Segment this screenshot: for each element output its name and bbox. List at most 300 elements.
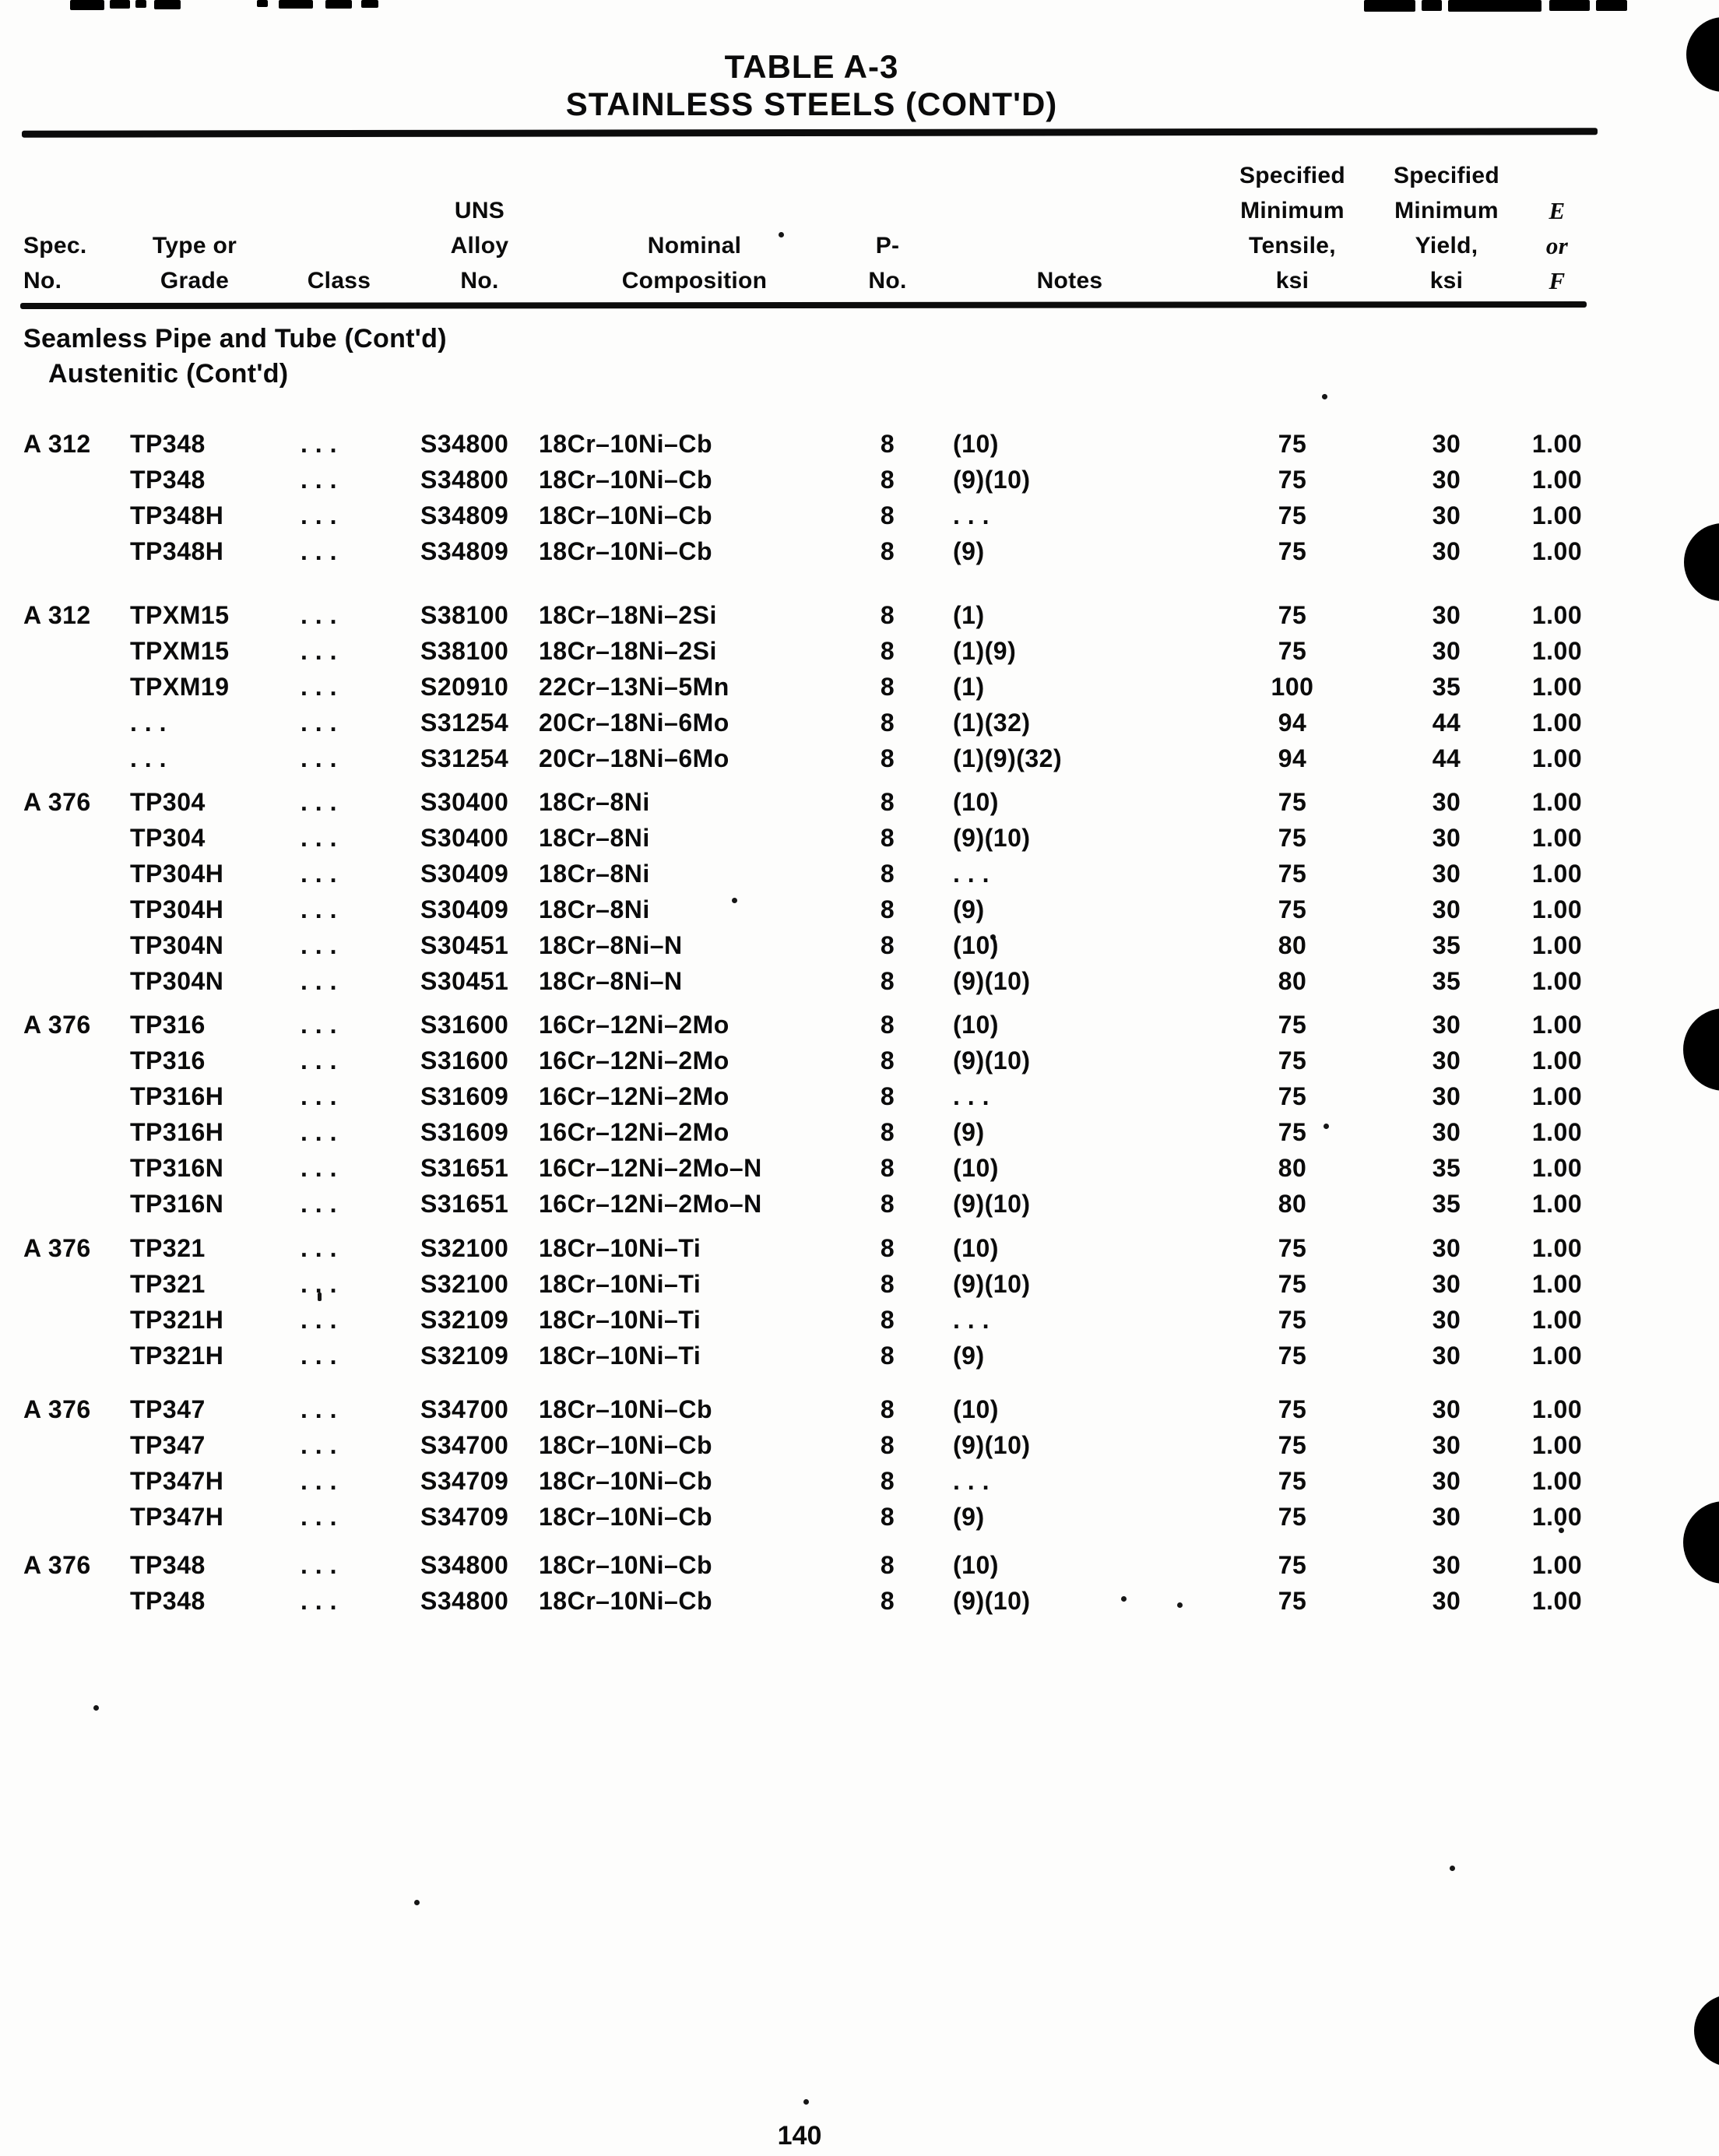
cell-type-grade: TP348H bbox=[130, 501, 224, 529]
cell-min-tensile: 75 bbox=[1278, 501, 1307, 529]
cell-p-no: 8 bbox=[880, 466, 895, 494]
cell-spec-no: A 376 bbox=[23, 1234, 91, 1262]
cell-uns-alloy-no: S31254 bbox=[420, 709, 509, 737]
cell-notes: (10) bbox=[953, 788, 999, 816]
cell-min-yield: 30 bbox=[1432, 637, 1461, 665]
cell-composition: 18Cr–8Ni–N bbox=[539, 931, 683, 959]
scan-noise bbox=[803, 2099, 809, 2105]
header-line: Spec. bbox=[23, 233, 87, 259]
cell-uns-alloy-no: S30409 bbox=[420, 860, 509, 888]
table-group bbox=[0, 1011, 1719, 1226]
cell-uns-alloy-no: S20910 bbox=[420, 673, 509, 701]
table-title-line2: STAINLESS STEELS (CONT'D) bbox=[565, 86, 1058, 122]
cell-p-no: 8 bbox=[880, 537, 895, 565]
cell-e-or-f: 1.00 bbox=[1531, 637, 1583, 665]
table-row bbox=[0, 1154, 1719, 1190]
cell-composition: 20Cr–18Ni–6Mo bbox=[539, 709, 729, 737]
cell-composition: 18Cr–18Ni–2Si bbox=[539, 637, 717, 665]
cell-e-or-f: 1.00 bbox=[1531, 537, 1583, 565]
cell-p-no: 8 bbox=[880, 709, 895, 737]
column-header-class bbox=[294, 263, 384, 298]
cell-type-grade: TP348H bbox=[130, 537, 224, 565]
cell-p-no: 8 bbox=[880, 601, 895, 629]
table-row bbox=[0, 430, 1719, 466]
cell-p-no: 8 bbox=[880, 788, 895, 816]
cell-composition: 18Cr–10Ni–Cb bbox=[539, 537, 712, 565]
cell-composition: 18Cr–8Ni bbox=[539, 895, 650, 923]
cell-type-grade: TP347 bbox=[130, 1431, 206, 1459]
cell-class: . . . bbox=[301, 1046, 337, 1074]
table-row bbox=[0, 1270, 1719, 1306]
cell-notes: (9)(10) bbox=[953, 1431, 1031, 1459]
cell-e-or-f: 1.00 bbox=[1531, 1431, 1583, 1459]
table-row bbox=[0, 709, 1719, 744]
cell-min-yield: 30 bbox=[1432, 501, 1461, 529]
table-row bbox=[0, 637, 1719, 673]
cell-min-tensile: 75 bbox=[1278, 1046, 1307, 1074]
cell-min-tensile: 75 bbox=[1278, 1587, 1307, 1615]
cell-uns-alloy-no: S34700 bbox=[420, 1431, 509, 1459]
cell-notes: (9) bbox=[953, 537, 985, 565]
cell-e-or-f: 1.00 bbox=[1531, 1190, 1583, 1218]
cell-class: . . . bbox=[301, 1503, 337, 1531]
cell-uns-alloy-no: S34800 bbox=[420, 430, 509, 458]
cell-e-or-f: 1.00 bbox=[1531, 501, 1583, 529]
cell-class: . . . bbox=[301, 860, 337, 888]
cell-min-yield: 30 bbox=[1432, 601, 1461, 629]
cell-class: . . . bbox=[301, 537, 337, 565]
cell-type-grade: TP316N bbox=[130, 1190, 224, 1218]
cell-type-grade: TP347 bbox=[130, 1395, 206, 1423]
cell-min-tensile: 75 bbox=[1278, 1503, 1307, 1531]
cell-p-no: 8 bbox=[880, 1503, 895, 1531]
cell-class: . . . bbox=[301, 466, 337, 494]
cell-notes: (1)(9)(32) bbox=[953, 744, 1063, 772]
header-line: Type or bbox=[152, 233, 237, 259]
cell-type-grade: . . . bbox=[130, 709, 167, 737]
cell-min-tensile: 100 bbox=[1271, 673, 1314, 701]
cell-min-yield: 35 bbox=[1432, 673, 1461, 701]
cell-notes: (10) bbox=[953, 1234, 999, 1262]
scan-noise bbox=[414, 1900, 420, 1905]
cell-min-tensile: 75 bbox=[1278, 1306, 1307, 1334]
cell-p-no: 8 bbox=[880, 637, 895, 665]
cell-notes: . . . bbox=[953, 860, 990, 888]
cell-uns-alloy-no: S30400 bbox=[420, 788, 509, 816]
table-group bbox=[0, 1234, 1719, 1377]
cell-notes: (10) bbox=[953, 1011, 999, 1039]
cell-min-tensile: 75 bbox=[1278, 895, 1307, 923]
cell-e-or-f: 1.00 bbox=[1531, 1234, 1583, 1262]
cell-composition: 18Cr–10Ni–Ti bbox=[539, 1306, 701, 1334]
column-header-type-grade bbox=[117, 228, 272, 298]
cell-e-or-f: 1.00 bbox=[1531, 788, 1583, 816]
cell-composition: 18Cr–8Ni bbox=[539, 824, 650, 852]
cell-p-no: 8 bbox=[880, 824, 895, 852]
scan-noise bbox=[1450, 1866, 1455, 1871]
horizontal-rule-header bbox=[20, 301, 1587, 309]
cell-p-no: 8 bbox=[880, 860, 895, 888]
cell-min-tensile: 75 bbox=[1278, 1395, 1307, 1423]
cell-min-yield: 44 bbox=[1432, 709, 1461, 737]
cell-min-tensile: 75 bbox=[1278, 1431, 1307, 1459]
cell-min-yield: 30 bbox=[1432, 1342, 1461, 1370]
cell-composition: 16Cr–12Ni–2Mo–N bbox=[539, 1190, 762, 1218]
column-header-nominal-composition bbox=[539, 228, 850, 298]
cell-min-yield: 35 bbox=[1432, 1190, 1461, 1218]
cell-type-grade: . . . bbox=[130, 744, 167, 772]
cell-e-or-f: 1.00 bbox=[1531, 967, 1583, 995]
cell-min-yield: 30 bbox=[1432, 1011, 1461, 1039]
cell-composition: 18Cr–10Ni–Cb bbox=[539, 430, 712, 458]
table-group bbox=[0, 1395, 1719, 1539]
cell-min-yield: 30 bbox=[1432, 1395, 1461, 1423]
cell-class: . . . bbox=[301, 501, 337, 529]
cell-min-tensile: 75 bbox=[1278, 1551, 1307, 1579]
cell-notes: (10) bbox=[953, 1395, 999, 1423]
scan-noise bbox=[1322, 394, 1327, 399]
cell-min-tensile: 75 bbox=[1278, 788, 1307, 816]
cell-class: . . . bbox=[301, 1234, 337, 1262]
table-row bbox=[0, 1082, 1719, 1118]
table-title bbox=[0, 48, 1623, 123]
cell-type-grade: TP304H bbox=[130, 860, 224, 888]
cell-min-yield: 35 bbox=[1432, 1154, 1461, 1182]
table-row bbox=[0, 824, 1719, 860]
cell-min-tensile: 75 bbox=[1278, 1234, 1307, 1262]
cell-composition: 18Cr–10Ni–Ti bbox=[539, 1270, 701, 1298]
cell-e-or-f: 1.00 bbox=[1531, 931, 1583, 959]
cell-uns-alloy-no: S31254 bbox=[420, 744, 509, 772]
cell-e-or-f: 1.00 bbox=[1531, 1551, 1583, 1579]
table-row bbox=[0, 1467, 1719, 1503]
cell-uns-alloy-no: S34800 bbox=[420, 1587, 509, 1615]
horizontal-rule-top bbox=[22, 128, 1598, 138]
header-line: No. bbox=[868, 268, 907, 294]
table-group bbox=[0, 430, 1719, 573]
cell-min-yield: 30 bbox=[1432, 1270, 1461, 1298]
cell-p-no: 8 bbox=[880, 1467, 895, 1495]
cell-uns-alloy-no: S34700 bbox=[420, 1395, 509, 1423]
cell-uns-alloy-no: S31609 bbox=[420, 1082, 509, 1110]
cell-spec-no: A 376 bbox=[23, 788, 91, 816]
cell-class: . . . bbox=[301, 967, 337, 995]
cell-notes: (9) bbox=[953, 1342, 985, 1370]
cell-uns-alloy-no: S34809 bbox=[420, 501, 509, 529]
cell-e-or-f: 1.00 bbox=[1531, 860, 1583, 888]
cell-type-grade: TP321 bbox=[130, 1270, 206, 1298]
cell-p-no: 8 bbox=[880, 1342, 895, 1370]
cell-spec-no: A 312 bbox=[23, 601, 91, 629]
cell-composition: 18Cr–18Ni–2Si bbox=[539, 601, 717, 629]
cell-class: . . . bbox=[301, 430, 337, 458]
table-row bbox=[0, 1234, 1719, 1270]
cell-min-tensile: 75 bbox=[1278, 860, 1307, 888]
table-title-line1: TABLE A-3 bbox=[724, 48, 899, 85]
cell-uns-alloy-no: S34809 bbox=[420, 537, 509, 565]
table-row bbox=[0, 967, 1719, 1003]
cell-min-tensile: 75 bbox=[1278, 537, 1307, 565]
cell-p-no: 8 bbox=[880, 1118, 895, 1146]
cell-type-grade: TP316 bbox=[130, 1011, 206, 1039]
cell-e-or-f: 1.00 bbox=[1531, 895, 1583, 923]
table-row bbox=[0, 601, 1719, 637]
cell-notes: (9)(10) bbox=[953, 1190, 1031, 1218]
cell-composition: 18Cr–10Ni–Ti bbox=[539, 1342, 701, 1370]
cell-class: . . . bbox=[301, 709, 337, 737]
cell-composition: 16Cr–12Ni–2Mo bbox=[539, 1082, 729, 1110]
cell-min-tensile: 75 bbox=[1278, 1118, 1307, 1146]
cell-notes: . . . bbox=[953, 501, 990, 529]
cell-p-no: 8 bbox=[880, 501, 895, 529]
cell-type-grade: TP348 bbox=[130, 466, 206, 494]
cell-e-or-f: 1.00 bbox=[1531, 1154, 1583, 1182]
cell-uns-alloy-no: S34800 bbox=[420, 466, 509, 494]
cell-e-or-f: 1.00 bbox=[1531, 1306, 1583, 1334]
cell-spec-no: A 312 bbox=[23, 430, 91, 458]
table-row bbox=[0, 788, 1719, 824]
cell-p-no: 8 bbox=[880, 967, 895, 995]
cell-type-grade: TPXM15 bbox=[130, 637, 230, 665]
table-row bbox=[0, 673, 1719, 709]
cell-composition: 18Cr–8Ni bbox=[539, 788, 650, 816]
cell-type-grade: TP316H bbox=[130, 1118, 224, 1146]
cell-composition: 18Cr–10Ni–Cb bbox=[539, 501, 712, 529]
cell-class: . . . bbox=[301, 824, 337, 852]
cell-type-grade: TP348 bbox=[130, 1551, 206, 1579]
cell-spec-no: A 376 bbox=[23, 1011, 91, 1039]
cell-type-grade: TP304N bbox=[130, 967, 224, 995]
cell-notes: (10) bbox=[953, 1551, 999, 1579]
cell-min-yield: 30 bbox=[1432, 430, 1461, 458]
column-header-notes bbox=[953, 263, 1186, 298]
cell-class: . . . bbox=[301, 1467, 337, 1495]
page-number: 140 bbox=[777, 2121, 822, 2151]
cell-uns-alloy-no: S32109 bbox=[420, 1306, 509, 1334]
cell-class: . . . bbox=[301, 1118, 337, 1146]
cell-min-tensile: 80 bbox=[1278, 1190, 1307, 1218]
cell-class: . . . bbox=[301, 1551, 337, 1579]
cell-composition: 22Cr–13Ni–5Mn bbox=[539, 673, 729, 701]
cell-min-yield: 30 bbox=[1432, 788, 1461, 816]
cell-min-yield: 35 bbox=[1432, 931, 1461, 959]
header-line: F bbox=[1549, 267, 1566, 294]
cell-class: . . . bbox=[301, 601, 337, 629]
header-line: Tensile, bbox=[1249, 233, 1336, 259]
cell-type-grade: TP304H bbox=[130, 895, 224, 923]
cell-notes: (9)(10) bbox=[953, 1587, 1031, 1615]
cell-class: . . . bbox=[301, 1342, 337, 1370]
cell-p-no: 8 bbox=[880, 744, 895, 772]
cell-class: . . . bbox=[301, 673, 337, 701]
cell-min-yield: 30 bbox=[1432, 1046, 1461, 1074]
table-row bbox=[0, 537, 1719, 573]
cell-e-or-f: 1.00 bbox=[1531, 1587, 1583, 1615]
cell-min-tensile: 75 bbox=[1278, 1467, 1307, 1495]
cell-p-no: 8 bbox=[880, 895, 895, 923]
cell-min-tensile: 80 bbox=[1278, 967, 1307, 995]
cell-type-grade: TP321 bbox=[130, 1234, 206, 1262]
cell-notes: . . . bbox=[953, 1082, 990, 1110]
cell-composition: 20Cr–18Ni–6Mo bbox=[539, 744, 729, 772]
cell-uns-alloy-no: S31609 bbox=[420, 1118, 509, 1146]
header-line: No. bbox=[23, 268, 62, 294]
table-row bbox=[0, 1395, 1719, 1431]
cell-p-no: 8 bbox=[880, 1431, 895, 1459]
cell-e-or-f: 1.00 bbox=[1531, 673, 1583, 701]
table-row bbox=[0, 501, 1719, 537]
cell-class: . . . bbox=[301, 1190, 337, 1218]
cell-notes: (9)(10) bbox=[953, 967, 1031, 995]
cell-p-no: 8 bbox=[880, 1234, 895, 1262]
cell-p-no: 8 bbox=[880, 1082, 895, 1110]
cell-p-no: 8 bbox=[880, 1395, 895, 1423]
cell-e-or-f: 1.00 bbox=[1531, 1046, 1583, 1074]
cell-e-or-f: 1.00 bbox=[1531, 1342, 1583, 1370]
header-line: Grade bbox=[160, 268, 230, 294]
header-line: ksi bbox=[1429, 268, 1464, 294]
cell-uns-alloy-no: S34709 bbox=[420, 1503, 509, 1531]
cell-uns-alloy-no: S34709 bbox=[420, 1467, 509, 1495]
table-group bbox=[0, 788, 1719, 1003]
cell-min-tensile: 75 bbox=[1278, 430, 1307, 458]
cell-p-no: 8 bbox=[880, 1154, 895, 1182]
cell-type-grade: TP304 bbox=[130, 788, 206, 816]
cell-min-yield: 30 bbox=[1432, 860, 1461, 888]
cell-min-yield: 30 bbox=[1432, 1082, 1461, 1110]
cell-notes: (1) bbox=[953, 601, 985, 629]
table-row bbox=[0, 1587, 1719, 1623]
cell-uns-alloy-no: S30451 bbox=[420, 931, 509, 959]
cell-type-grade: TP316 bbox=[130, 1046, 206, 1074]
cell-notes: (9)(10) bbox=[953, 466, 1031, 494]
cell-composition: 16Cr–12Ni–2Mo bbox=[539, 1046, 729, 1074]
cell-min-yield: 30 bbox=[1432, 1118, 1461, 1146]
punch-hole-artifact bbox=[1694, 1995, 1719, 2066]
cell-uns-alloy-no: S30400 bbox=[420, 824, 509, 852]
cell-p-no: 8 bbox=[880, 1551, 895, 1579]
cell-min-yield: 30 bbox=[1432, 1551, 1461, 1579]
cell-uns-alloy-no: S30409 bbox=[420, 895, 509, 923]
cell-min-tensile: 75 bbox=[1278, 601, 1307, 629]
cell-e-or-f: 1.00 bbox=[1531, 824, 1583, 852]
cell-composition: 18Cr–8Ni–N bbox=[539, 967, 683, 995]
cell-type-grade: TPXM15 bbox=[130, 601, 230, 629]
cell-composition: 18Cr–10Ni–Cb bbox=[539, 1503, 712, 1531]
cell-e-or-f: 1.00 bbox=[1531, 601, 1583, 629]
header-line: ksi bbox=[1275, 268, 1309, 294]
cell-min-tensile: 75 bbox=[1278, 1082, 1307, 1110]
section-heading: Seamless Pipe and Tube (Cont'd) bbox=[23, 324, 447, 353]
cell-composition: 18Cr–10Ni–Cb bbox=[539, 1551, 712, 1579]
cell-uns-alloy-no: S34800 bbox=[420, 1551, 509, 1579]
cell-e-or-f: 1.00 bbox=[1531, 430, 1583, 458]
cell-min-yield: 44 bbox=[1432, 744, 1461, 772]
cell-min-yield: 30 bbox=[1432, 1587, 1461, 1615]
cell-min-yield: 30 bbox=[1432, 537, 1461, 565]
cell-notes: (10) bbox=[953, 931, 999, 959]
cell-notes: (9)(10) bbox=[953, 824, 1031, 852]
table-row bbox=[0, 1431, 1719, 1467]
table-row bbox=[0, 1046, 1719, 1082]
cell-notes: (9)(10) bbox=[953, 1270, 1031, 1298]
cell-min-tensile: 80 bbox=[1278, 1154, 1307, 1182]
cell-notes: (10) bbox=[953, 430, 999, 458]
cell-composition: 16Cr–12Ni–2Mo bbox=[539, 1011, 729, 1039]
header-line: or bbox=[1545, 232, 1569, 259]
header-line: UNS bbox=[454, 198, 505, 223]
cell-composition: 18Cr–10Ni–Cb bbox=[539, 1467, 712, 1495]
cell-uns-alloy-no: S31600 bbox=[420, 1046, 509, 1074]
cell-uns-alloy-no: S38100 bbox=[420, 601, 509, 629]
cell-composition: 18Cr–8Ni bbox=[539, 860, 650, 888]
cell-notes: (9)(10) bbox=[953, 1046, 1031, 1074]
cell-min-tensile: 80 bbox=[1278, 931, 1307, 959]
cell-e-or-f: 1.00 bbox=[1531, 466, 1583, 494]
header-line: Nominal bbox=[647, 233, 742, 259]
header-line: P- bbox=[875, 233, 900, 259]
cell-type-grade: TP347H bbox=[130, 1467, 224, 1495]
cell-p-no: 8 bbox=[880, 1190, 895, 1218]
cell-class: . . . bbox=[301, 1431, 337, 1459]
header-line: Notes bbox=[1036, 268, 1103, 294]
cell-min-tensile: 75 bbox=[1278, 1270, 1307, 1298]
cell-composition: 16Cr–12Ni–2Mo bbox=[539, 1118, 729, 1146]
column-header-e-or-f bbox=[1487, 193, 1627, 298]
cell-min-tensile: 75 bbox=[1278, 1011, 1307, 1039]
cell-p-no: 8 bbox=[880, 1270, 895, 1298]
header-line: Specified bbox=[1239, 163, 1346, 188]
cell-e-or-f: 1.00 bbox=[1531, 744, 1583, 772]
cell-notes: (9) bbox=[953, 1118, 985, 1146]
cell-class: . . . bbox=[301, 1154, 337, 1182]
cell-p-no: 8 bbox=[880, 673, 895, 701]
table-row bbox=[0, 1342, 1719, 1377]
column-header-spec-no bbox=[23, 228, 132, 298]
cell-p-no: 8 bbox=[880, 430, 895, 458]
cell-p-no: 8 bbox=[880, 1587, 895, 1615]
cell-composition: 18Cr–10Ni–Cb bbox=[539, 1587, 712, 1615]
cell-min-yield: 30 bbox=[1432, 1503, 1461, 1531]
cell-notes: (1) bbox=[953, 673, 985, 701]
cell-type-grade: TP348 bbox=[130, 1587, 206, 1615]
cell-e-or-f: 1.00 bbox=[1531, 1082, 1583, 1110]
cell-class: . . . bbox=[301, 1395, 337, 1423]
cell-uns-alloy-no: S32100 bbox=[420, 1270, 509, 1298]
cell-min-tensile: 75 bbox=[1278, 637, 1307, 665]
header-line: E bbox=[1549, 197, 1566, 224]
cell-notes: . . . bbox=[953, 1467, 990, 1495]
header-line: Alloy bbox=[450, 233, 509, 259]
cell-class: . . . bbox=[301, 1306, 337, 1334]
cell-class: . . . bbox=[301, 1011, 337, 1039]
cell-notes: (9) bbox=[953, 1503, 985, 1531]
cell-e-or-f: 1.00 bbox=[1531, 1467, 1583, 1495]
cell-type-grade: TPXM19 bbox=[130, 673, 230, 701]
cell-type-grade: TP316N bbox=[130, 1154, 224, 1182]
section-subheading: Austenitic (Cont'd) bbox=[48, 359, 289, 389]
cell-composition: 18Cr–10Ni–Cb bbox=[539, 1395, 712, 1423]
cell-type-grade: TP348 bbox=[130, 430, 206, 458]
column-header-min-tensile bbox=[1215, 158, 1370, 298]
cell-p-no: 8 bbox=[880, 1046, 895, 1074]
cell-type-grade: TP321H bbox=[130, 1342, 224, 1370]
cell-min-yield: 35 bbox=[1432, 967, 1461, 995]
cell-min-yield: 30 bbox=[1432, 1306, 1461, 1334]
cell-type-grade: TP304 bbox=[130, 824, 206, 852]
table-row bbox=[0, 1118, 1719, 1154]
cell-type-grade: TP347H bbox=[130, 1503, 224, 1531]
